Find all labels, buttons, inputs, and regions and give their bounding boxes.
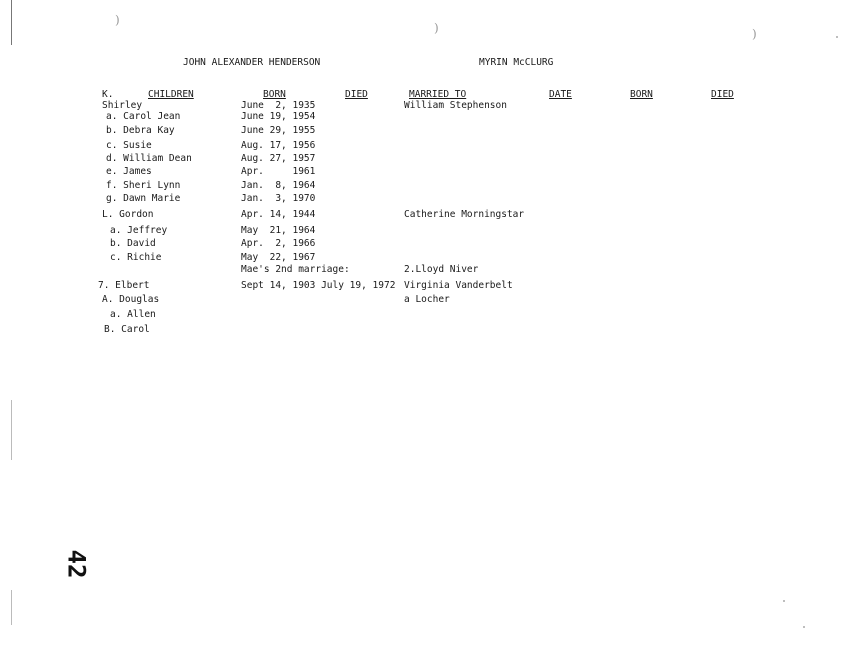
row-name: c. Richie <box>110 252 162 263</box>
scan-speck: ) <box>115 13 120 27</box>
scan-edge-mark <box>11 0 12 45</box>
row-born: May 22, 1967 <box>241 252 316 263</box>
row-name: a. Jeffrey <box>110 225 168 236</box>
col-k: K. <box>102 89 114 100</box>
row-born: June 2, 1935 <box>241 100 316 111</box>
row-born-died: Sept 14, 1903 July 19, 1972 <box>241 280 396 291</box>
row-born: June 29, 1955 <box>241 125 316 136</box>
col-born: BORN <box>263 89 286 100</box>
row-born: Apr. 2, 1966 <box>241 238 316 249</box>
scan-speck: ) <box>434 21 439 35</box>
scan-speck: ) <box>752 27 757 41</box>
row-name: b. Debra Kay <box>106 125 175 136</box>
row-name: a. Allen <box>110 309 156 320</box>
row-married: a Locher <box>404 294 450 305</box>
row-name: c. Susie <box>106 140 152 151</box>
wife-name: MYRIN McCLURG <box>479 57 554 68</box>
scan-edge-mark <box>11 590 12 625</box>
page-number: 42 <box>62 549 91 579</box>
row-name: B. Carol <box>104 324 150 335</box>
row-born: Apr. 14, 1944 <box>241 209 316 220</box>
scan-speck <box>783 600 785 602</box>
row-name: L. Gordon <box>102 209 154 220</box>
col-children: CHILDREN <box>148 89 194 100</box>
row-born: May 21, 1964 <box>241 225 316 236</box>
row-born: Apr. 1961 <box>241 166 316 177</box>
row-born: Aug. 17, 1956 <box>241 140 316 151</box>
col-died: DIED <box>345 89 368 100</box>
husband-name: JOHN ALEXANDER HENDERSON <box>183 57 321 68</box>
row-name: b. David <box>110 238 156 249</box>
scan-edge-mark <box>11 400 12 460</box>
col-date: DATE <box>549 89 572 100</box>
row-born: June 19, 1954 <box>241 111 316 122</box>
col-married-to: MARRIED TO <box>409 89 467 100</box>
row-born: Jan. 3, 1970 <box>241 193 316 204</box>
row-name: A. Douglas <box>102 294 160 305</box>
row-married: Catherine Morningstar <box>404 209 525 220</box>
row-name: g. Dawn Marie <box>106 193 181 204</box>
scan-speck <box>836 36 838 38</box>
row-married: Virginia Vanderbelt <box>404 280 513 291</box>
col-born-2: BORN <box>630 89 653 100</box>
scan-speck <box>803 626 805 628</box>
row-name: Shirley <box>102 100 143 111</box>
row-married: William Stephenson <box>404 100 507 111</box>
row-born: Aug. 27, 1957 <box>241 153 316 164</box>
row-name: e. James <box>106 166 152 177</box>
second-marriage-label: Mae's 2nd marriage: <box>241 264 350 275</box>
row-born: Jan. 8, 1964 <box>241 180 316 191</box>
col-died-2: DIED <box>711 89 734 100</box>
row-name: f. Sheri Lynn <box>106 180 181 191</box>
row-married: 2.Lloyd Niver <box>404 264 479 275</box>
row-name: d. William Dean <box>106 153 192 164</box>
row-name: a. Carol Jean <box>106 111 181 122</box>
row-name: 7. Elbert <box>98 280 150 291</box>
